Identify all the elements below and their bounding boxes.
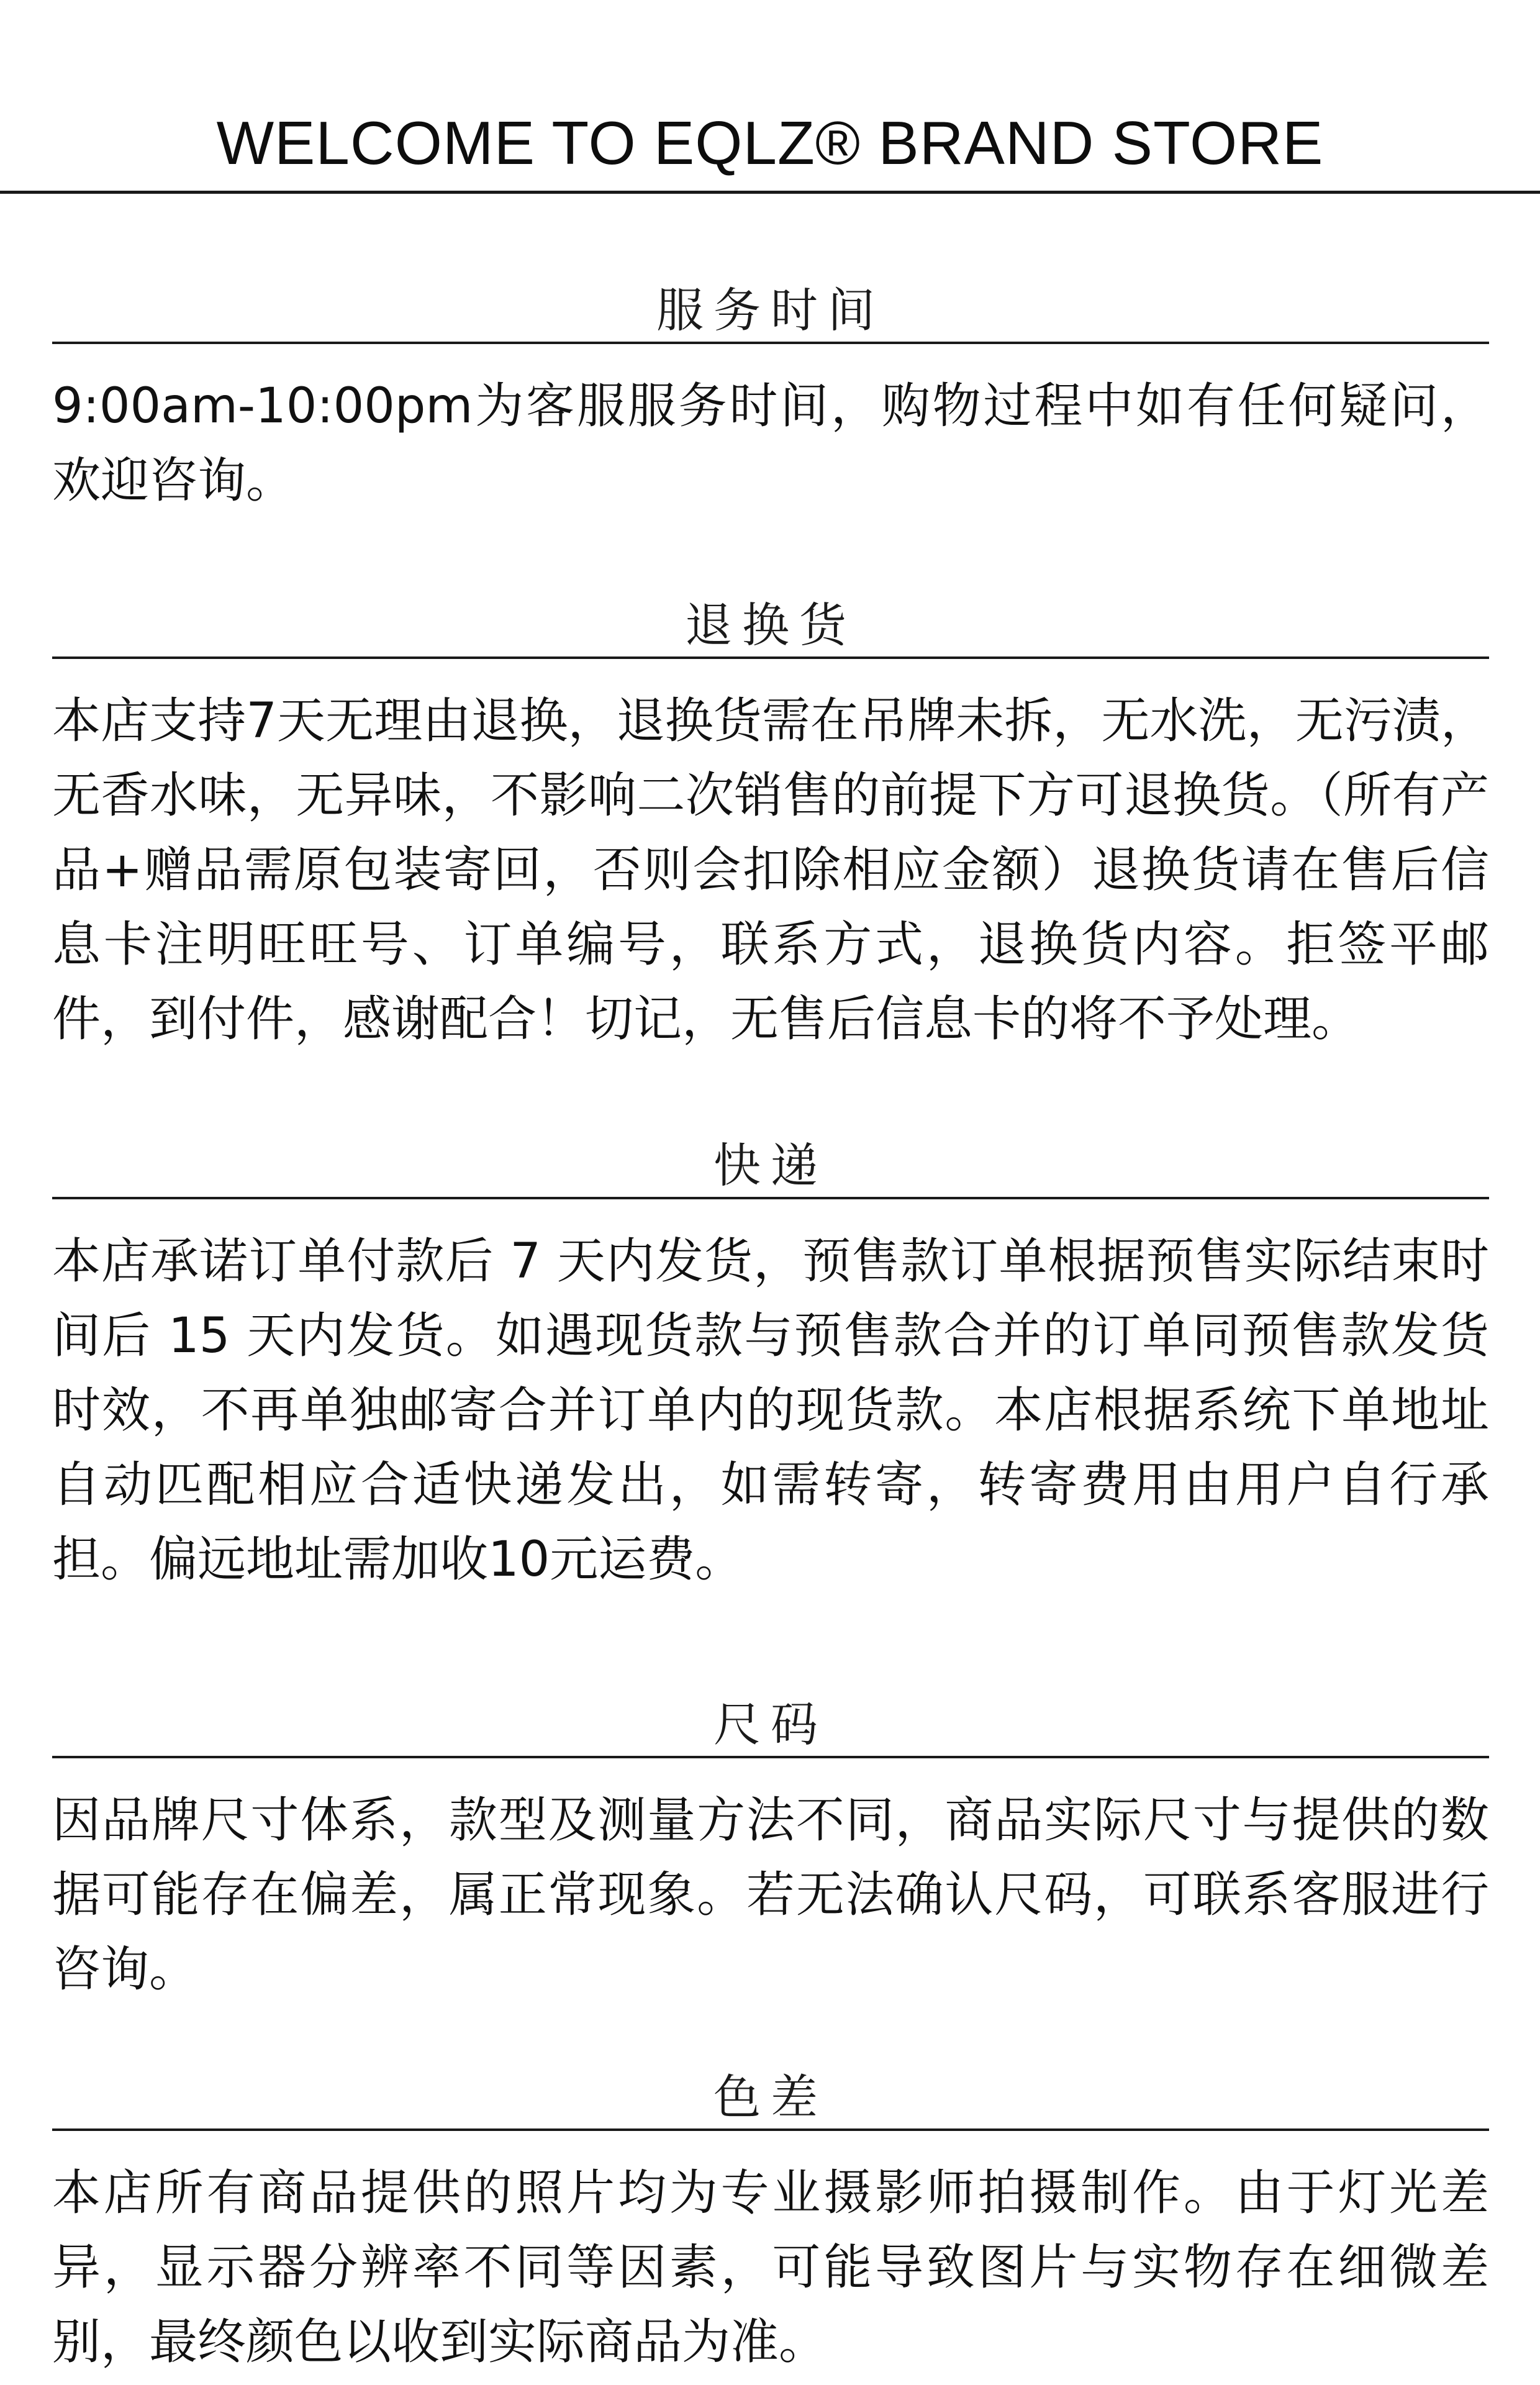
section-body: 本店承诺订单付款后 7 天内发货，预售款订单根据预售实际结束时间后 15 天内发货。如遇现货款与预售款合并的订单同预售款发货时效，不再单独邮寄合并订单内的现货款。本店根据系统下单地址自动匹配相应合适快递发出，如需转寄，转寄费用由用户自行承担。偏远地址需加收10元运费。 xyxy=(52,1233,1489,1588)
section-divider xyxy=(52,1756,1489,1758)
section-heading: 色差 xyxy=(713,2069,828,2125)
section-returns xyxy=(52,594,1489,1056)
section-body: 本店支持7天无理由退换，退换货需在吊牌未拆，无水洗，无污渍，无香水味，无异味，不影响二次销售的前提下方可退换货。（所有产品+赠品需原包装寄回，否则会扣除相应金额）退换货请在售后信息卡注明旺旺号、订单编号，联系方式，退换货内容。拒签平邮件，到付件，感谢配合！切记，无售后信息卡的将不予处理。 xyxy=(52,693,1489,1047)
section-body: 9:00am-10:00pm为客服服务时间，购物过程中如有任何疑问，欢迎咨询。 xyxy=(52,378,1489,509)
section-divider xyxy=(52,1197,1489,1199)
section-color-difference xyxy=(52,2066,1489,2379)
section-divider xyxy=(52,656,1489,659)
section-shipping xyxy=(52,1135,1489,1597)
section-body: 因品牌尺寸体系，款型及测量方法不同，商品实际尺寸与提供的数据可能存在偏差，属正常现象。若无法确认尺码，可联系客服进行咨询。 xyxy=(52,1792,1489,1997)
section-divider xyxy=(52,342,1489,344)
section-heading: 快递 xyxy=(713,1138,828,1193)
page-title: WELCOME TO EQLZ® BRAND STORE xyxy=(216,109,1324,177)
section-service-hours xyxy=(52,279,1489,518)
section-body: 本店所有商品提供的照片均为专业摄影师拍摄制作。由于灯光差异，显示器分辨率不同等因素，可能导致图片与实物存在细微差别，最终颜色以收到实际商品为准。 xyxy=(52,2165,1489,2370)
section-divider xyxy=(52,2128,1489,2131)
section-heading: 尺码 xyxy=(713,1697,828,1752)
section-sizing xyxy=(52,1694,1489,2007)
section-heading: 服务时间 xyxy=(656,283,885,338)
title-divider xyxy=(0,191,1540,194)
section-heading: 退换货 xyxy=(685,597,856,653)
